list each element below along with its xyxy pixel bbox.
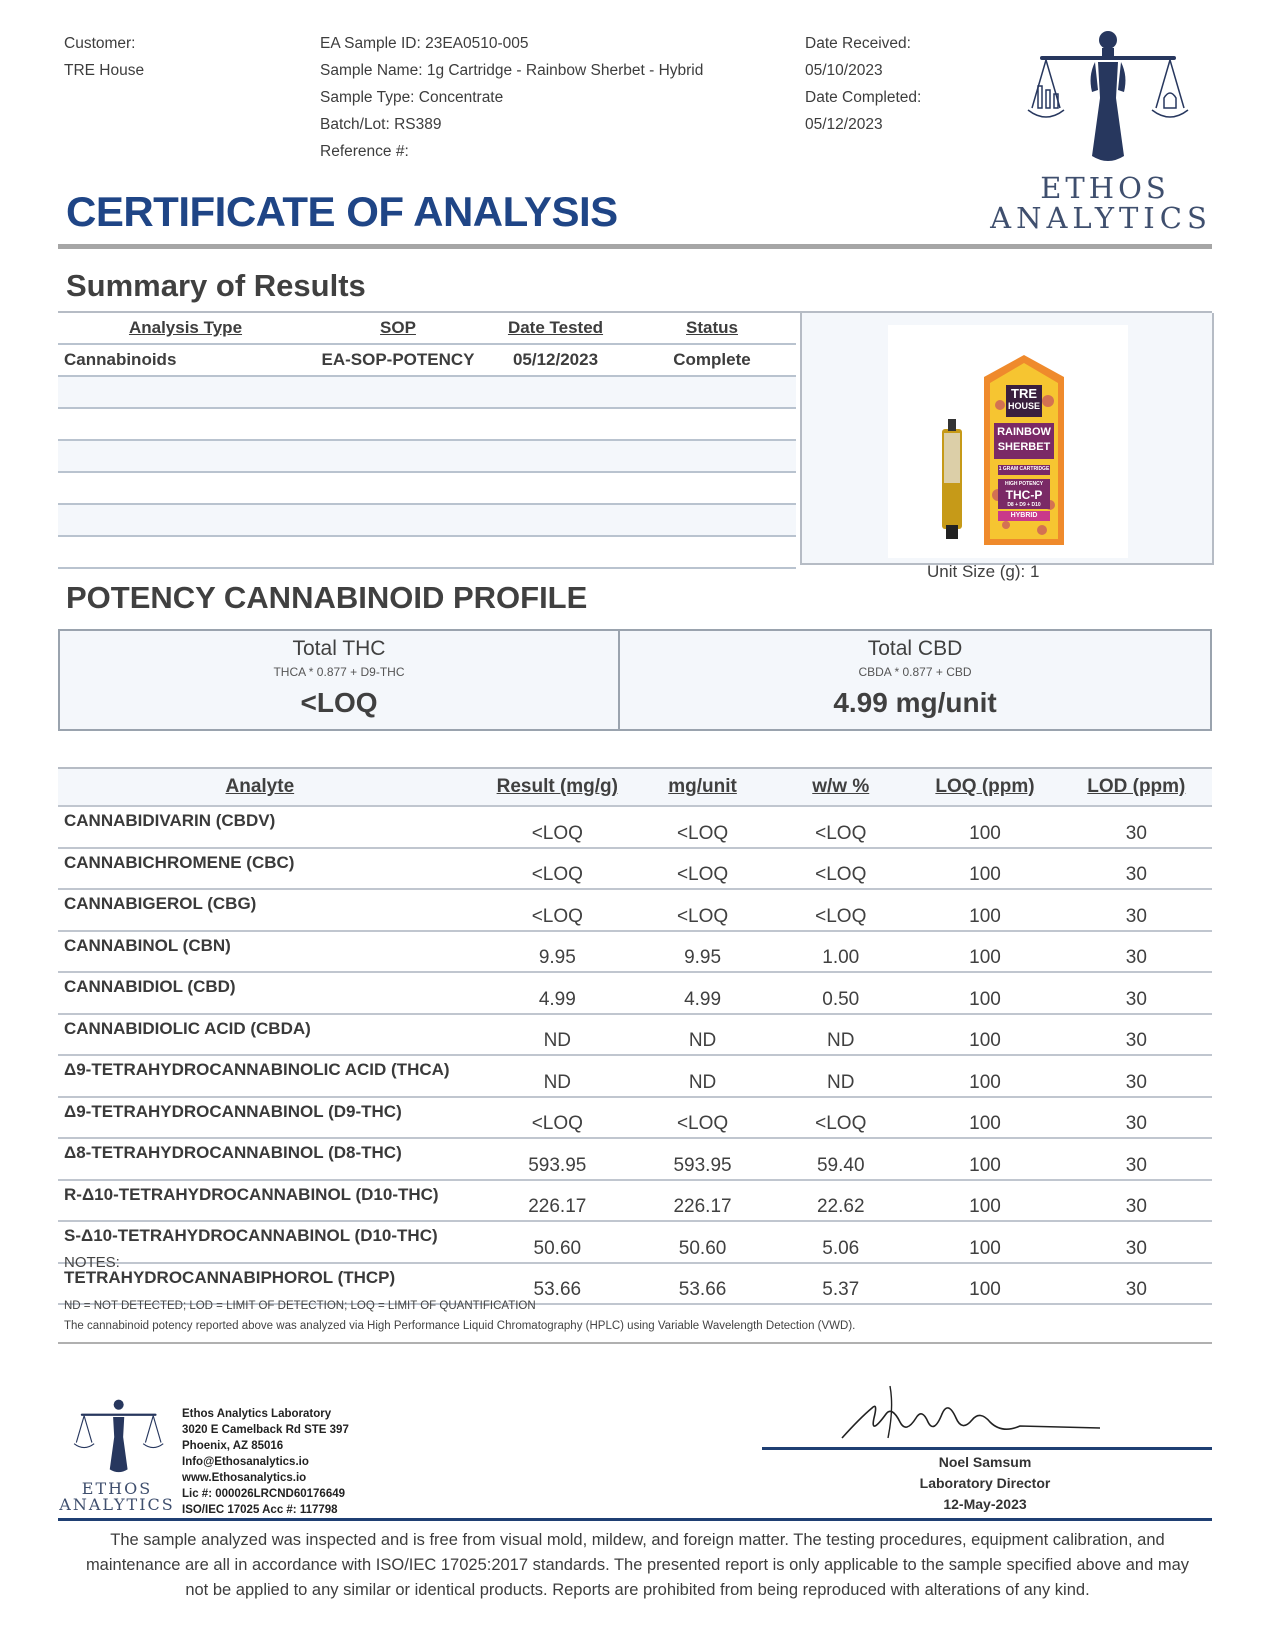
- sample-block: [320, 30, 703, 165]
- col-ww: w/w %: [772, 768, 909, 806]
- result-cell: 53.66: [482, 1263, 633, 1305]
- footer-logo-analytics: ANALYTICS: [59, 1495, 175, 1514]
- lab-license: Lic #: 000026LRCND60176649: [182, 1488, 346, 1500]
- lab-address1: 3020 E Camelback Rd STE 397: [182, 1424, 349, 1436]
- ww-cell: 5.37: [772, 1263, 909, 1305]
- result-cell: ND: [482, 1014, 633, 1056]
- date-completed-label: Date Completed:: [805, 89, 922, 106]
- box-size: 1 GRAM CARTRIDGE: [998, 466, 1050, 472]
- loq-cell: 100: [909, 848, 1060, 890]
- lab-name: Ethos Analytics Laboratory: [182, 1408, 332, 1420]
- date-received-label: Date Received:: [805, 35, 911, 52]
- lod-cell: 30: [1061, 1014, 1212, 1056]
- summary-col-analysis-type: Analysis Type: [58, 313, 313, 344]
- total-cbd-formula: CBDA * 0.877 + CBD: [858, 665, 972, 679]
- ww-cell: 1.00: [772, 931, 909, 973]
- col-lod: LOD (ppm): [1061, 768, 1212, 806]
- analyte-row: [58, 1055, 1212, 1097]
- result-cell: 226.17: [482, 1180, 633, 1222]
- analyte-name: CANNABIDIOLIC ACID (CBDA): [58, 1014, 482, 1056]
- mg-unit-cell: 53.66: [633, 1263, 772, 1305]
- mg-unit-cell: ND: [633, 1055, 772, 1097]
- sample-type: Sample Type: Concentrate: [320, 89, 504, 106]
- lod-cell: 30: [1061, 972, 1212, 1014]
- summary-row-empty: [58, 408, 796, 440]
- mg-unit-cell: 226.17: [633, 1180, 772, 1222]
- loq-cell: 100: [909, 1138, 1060, 1180]
- result-cell: <LOQ: [482, 889, 633, 931]
- ww-cell: ND: [772, 1014, 909, 1056]
- scales-figure-icon: [1000, 28, 1210, 168]
- lab-address2: Phoenix, AZ 85016: [182, 1440, 284, 1452]
- customer-label: Customer:: [64, 35, 136, 52]
- loq-cell: 100: [909, 972, 1060, 1014]
- total-thc-formula: THCA * 0.877 + D9-THC: [273, 665, 405, 679]
- summary-row-empty: [58, 440, 796, 472]
- mg-unit-cell: <LOQ: [633, 806, 772, 848]
- logo-word-analytics: ANALYTICS: [990, 201, 1212, 235]
- analyte-name: Δ8-TETRAHYDROCANNABINOL (D8-THC): [58, 1138, 482, 1180]
- summary-row-empty: [58, 536, 796, 568]
- product-photo: [888, 325, 1128, 558]
- analyte-table: [58, 767, 1212, 1305]
- ww-cell: 59.40: [772, 1138, 909, 1180]
- analyte-row: [58, 1138, 1212, 1180]
- box-compound: THC-P: [1005, 488, 1043, 502]
- ww-cell: 5.06: [772, 1221, 909, 1263]
- logo-word-ethos: ETHOS: [1040, 171, 1170, 205]
- lod-cell: 30: [1061, 931, 1212, 973]
- summary-table: [58, 313, 796, 569]
- box-blend: D8 + D9 + D10: [1007, 502, 1041, 508]
- box-potency: [998, 480, 1050, 510]
- summary-col-date-tested: Date Tested: [483, 313, 628, 344]
- ww-cell: 0.50: [772, 972, 909, 1014]
- box-product-name: [994, 425, 1054, 455]
- lod-cell: 30: [1061, 889, 1212, 931]
- customer-block: [64, 30, 144, 84]
- result-cell: <LOQ: [482, 848, 633, 890]
- result-cell: <LOQ: [482, 806, 633, 848]
- lod-cell: 30: [1061, 1221, 1212, 1263]
- date-received: 05/10/2023: [805, 62, 883, 79]
- summary-cell-type: Cannabinoids: [58, 344, 313, 376]
- loq-cell: 100: [909, 1014, 1060, 1056]
- customer-name: TRE House: [64, 62, 145, 79]
- box-strain: HYBRID: [1010, 512, 1038, 519]
- summary-row-empty: [58, 504, 796, 536]
- footer-divider: [58, 1518, 1212, 1521]
- signatory: [885, 1452, 1085, 1515]
- signatory-title: Laboratory Director: [919, 1475, 1051, 1491]
- box-name-line1: RAINBOW: [997, 426, 1051, 438]
- analyte-row: [58, 848, 1212, 890]
- col-mg-unit: mg/unit: [633, 768, 772, 806]
- disclaimer-line2: maintenance are all in accordance with ISO/IEC 17025:2017 standards. The presented report is only applicable to the sample specified above and may: [85, 1556, 1190, 1574]
- ww-cell: <LOQ: [772, 848, 909, 890]
- total-cbd-title: Total CBD: [867, 637, 963, 660]
- ww-cell: ND: [772, 1055, 909, 1097]
- potency-heading: POTENCY CANNABINOID PROFILE: [66, 580, 588, 615]
- loq-cell: 100: [909, 1180, 1060, 1222]
- batch-lot: Batch/Lot: RS389: [320, 116, 442, 133]
- analyte-row: [58, 1221, 1212, 1263]
- total-cbd-value: 4.99 mg/unit: [833, 687, 997, 718]
- ww-cell: <LOQ: [772, 806, 909, 848]
- result-cell: 9.95: [482, 931, 633, 973]
- loq-cell: 100: [909, 1097, 1060, 1139]
- lod-cell: 30: [1061, 1055, 1212, 1097]
- notes-label: NOTES:: [64, 1254, 120, 1271]
- mg-unit-cell: <LOQ: [633, 848, 772, 890]
- lod-cell: 30: [1061, 1138, 1212, 1180]
- summary-col-status: Status: [628, 313, 796, 344]
- footer-scales-icon: [58, 1398, 176, 1476]
- analyte-row: [58, 931, 1212, 973]
- total-thc-title: Total THC: [292, 637, 386, 660]
- signature-image: [830, 1378, 1110, 1448]
- lab-web: www.Ethosanalytics.io: [182, 1472, 307, 1484]
- box-brand: [1006, 387, 1042, 413]
- signatory-name: Noel Samsum: [938, 1454, 1032, 1470]
- col-result: Result (mg/g): [482, 768, 633, 806]
- title-divider: [58, 244, 1212, 249]
- analyte-name: CANNABIGEROL (CBG): [58, 889, 482, 931]
- ww-cell: 22.62: [772, 1180, 909, 1222]
- footer-logo-ethos: ETHOS: [81, 1479, 153, 1498]
- summary-cell-status: Complete: [628, 344, 796, 376]
- col-loq: LOQ (ppm): [909, 768, 1060, 806]
- lab-iso: ISO/IEC 17025 Acc #: 117798: [182, 1504, 338, 1516]
- analyte-row: [58, 806, 1212, 848]
- page-title: CERTIFICATE OF ANALYSIS: [66, 188, 618, 235]
- disclaimer-line3: not be applied to any similar or identical products. Reports are prohibited from being reproduced with alterations of any kind.: [185, 1581, 1090, 1599]
- lod-cell: 30: [1061, 848, 1212, 890]
- analyte-name: Δ9-TETRAHYDROCANNABINOLIC ACID (THCA): [58, 1055, 482, 1097]
- lod-cell: 30: [1061, 806, 1212, 848]
- summary-cell-sop: EA-SOP-POTENCY: [313, 344, 483, 376]
- mg-unit-cell: 593.95: [633, 1138, 772, 1180]
- unit-size: Unit Size (g): 1: [927, 562, 1040, 581]
- ww-cell: <LOQ: [772, 1097, 909, 1139]
- analyte-name: S-Δ10-TETRAHYDROCANNABINOL (D10-THC): [58, 1221, 482, 1263]
- loq-cell: 100: [909, 1221, 1060, 1263]
- loq-cell: 100: [909, 931, 1060, 973]
- sample-id: EA Sample ID: 23EA0510-005: [320, 35, 529, 52]
- total-thc-value: <LOQ: [300, 687, 378, 718]
- analyte-row: [58, 1097, 1212, 1139]
- analyte-row: [58, 1014, 1212, 1056]
- analyte-row: [58, 1263, 1212, 1305]
- result-cell: ND: [482, 1055, 633, 1097]
- disclaimer: [20, 1528, 1255, 1603]
- result-cell: 593.95: [482, 1138, 633, 1180]
- analyte-name: TETRAHYDROCANNABIPHOROL (THCP): [58, 1263, 482, 1305]
- mg-unit-cell: <LOQ: [633, 1097, 772, 1139]
- lod-cell: 30: [1061, 1097, 1212, 1139]
- signatory-date: 12-May-2023: [943, 1496, 1027, 1512]
- analyte-name: R-Δ10-TETRAHYDROCANNABINOL (D10-THC): [58, 1180, 482, 1222]
- summary-panel: [58, 311, 1212, 565]
- summary-cell-date: 05/12/2023: [483, 344, 628, 376]
- box-brand-top: TRE: [1011, 386, 1037, 401]
- mg-unit-cell: ND: [633, 1014, 772, 1056]
- summary-row-empty: [58, 376, 796, 408]
- ww-cell: <LOQ: [772, 889, 909, 931]
- loq-cell: 100: [909, 806, 1060, 848]
- loq-cell: 100: [909, 1055, 1060, 1097]
- mg-unit-cell: 4.99: [633, 972, 772, 1014]
- footer-logo: [58, 1398, 176, 1514]
- ethos-logo: [990, 28, 1212, 238]
- loq-cell: 100: [909, 1263, 1060, 1305]
- mg-unit-cell: 9.95: [633, 931, 772, 973]
- analyte-name: CANNABIDIVARIN (CBDV): [58, 806, 482, 848]
- lod-cell: 30: [1061, 1263, 1212, 1305]
- summary-heading: Summary of Results: [66, 268, 366, 303]
- reference: Reference #:: [320, 143, 409, 160]
- mg-unit-cell: <LOQ: [633, 889, 772, 931]
- total-thc-card: [58, 629, 620, 731]
- box-name-line2: SHERBET: [997, 441, 1051, 453]
- analyte-name: CANNABINOL (CBN): [58, 931, 482, 973]
- sample-name: Sample Name: 1g Cartridge - Rainbow Sherbet - Hybrid: [320, 62, 704, 79]
- notes-divider: [58, 1342, 1212, 1344]
- signature-line: [762, 1447, 1212, 1450]
- box-potency-label: HIGH POTENCY: [1004, 481, 1044, 487]
- box-brand-bottom: HOUSE: [1007, 401, 1040, 411]
- lab-email: Info@Ethosanalytics.io: [182, 1456, 309, 1468]
- result-cell: 50.60: [482, 1221, 633, 1263]
- notes-definitions: ND = NOT DETECTED; LOD = LIMIT OF DETECTION; LOQ = LIMIT OF QUANTIFICATION: [64, 1300, 536, 1312]
- analyte-row: [58, 972, 1212, 1014]
- summary-row: [58, 344, 796, 376]
- loq-cell: 100: [909, 889, 1060, 931]
- analyte-row: [58, 1180, 1212, 1222]
- product-image-box: [800, 313, 1214, 565]
- col-analyte: Analyte: [58, 768, 482, 806]
- result-cell: <LOQ: [482, 1097, 633, 1139]
- lab-info: [182, 1406, 349, 1518]
- analyte-name: CANNABICHROMENE (CBC): [58, 848, 482, 890]
- mg-unit-cell: 50.60: [633, 1221, 772, 1263]
- analyte-name: Δ9-TETRAHYDROCANNABINOL (D9-THC): [58, 1097, 482, 1139]
- summary-row-empty: [58, 472, 796, 504]
- analyte-row: [58, 889, 1212, 931]
- result-cell: 4.99: [482, 972, 633, 1014]
- notes-method: The cannabinoid potency reported above was analyzed via High Performance Liquid Chromatography (HPLC) using Variable Wavelength Detection (VWD).: [64, 1320, 856, 1332]
- analyte-name: CANNABIDIOL (CBD): [58, 972, 482, 1014]
- disclaimer-line1: The sample analyzed was inspected and is free from visual mold, mildew, and foreign matter. The testing procedures, equipment calibration, and: [110, 1531, 1165, 1549]
- lod-cell: 30: [1061, 1180, 1212, 1222]
- total-cbd-card: [618, 629, 1212, 731]
- summary-col-sop: SOP: [313, 313, 483, 344]
- dates-block: [805, 30, 921, 138]
- date-completed: 05/12/2023: [805, 116, 883, 133]
